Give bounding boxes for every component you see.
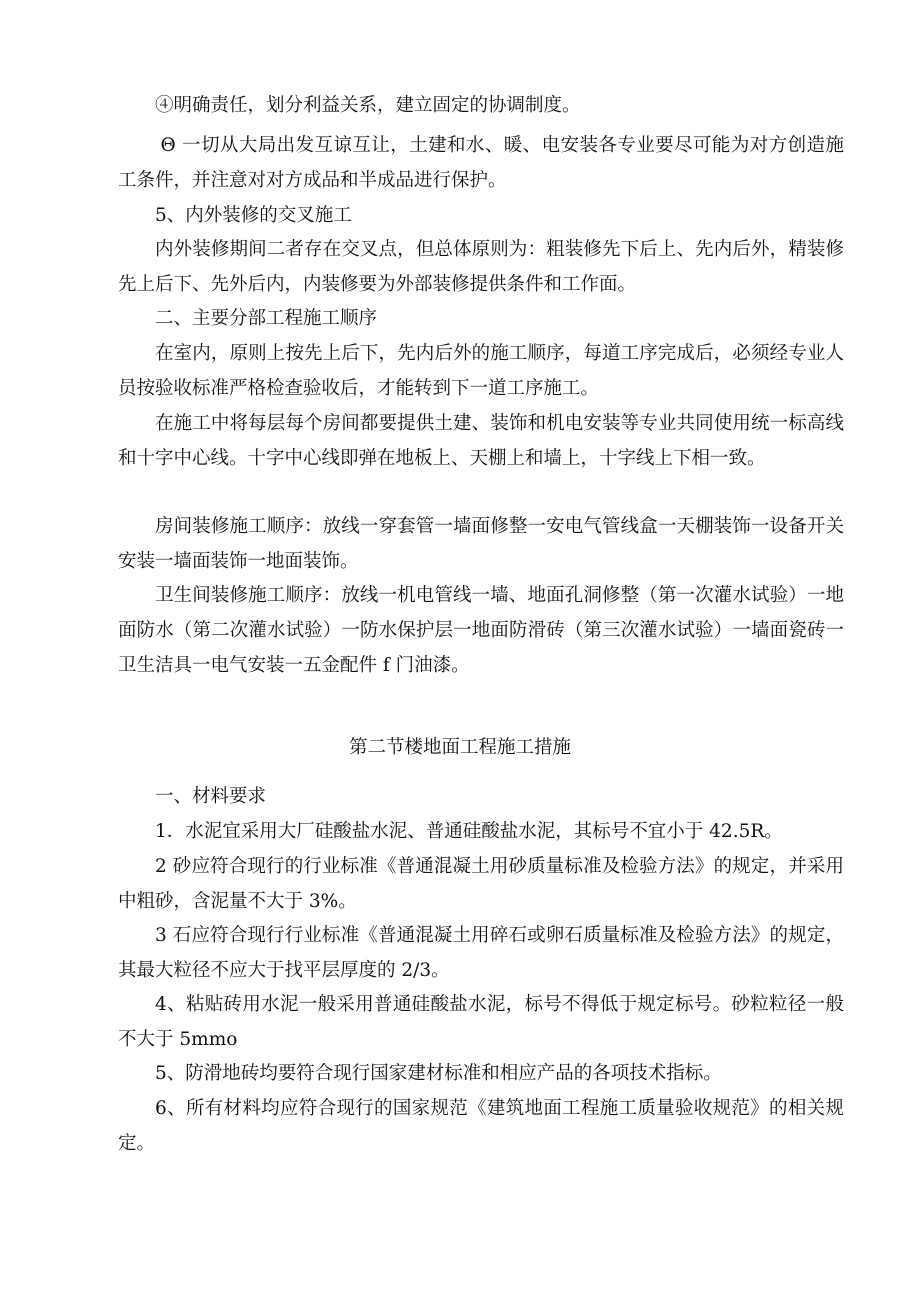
paragraph-indoor-sequence: 在室内，原则上按先上后下，先内后外的施工顺序，每道工序完成后，必须经专业人员按验收标准严格检查验收后，才能转到下一道工序施工。: [118, 343, 844, 399]
paragraph-anti-slip-tiles: 5、防滑地砖均要符合现行国家建材标准和相应产品的各项技术指标。: [155, 1063, 722, 1084]
paragraph-bathroom-sequence: 卫生间装修施工顺序：放线一机电管线一墙、地面孔洞修整（第一次灌水试验）一地面防水（第二次灌水试验）一防水保护层一地面防滑砖（第三次灌水试验）一墙面瓷砖一卫生洁具一电气安装一五金配件 f 门油漆。: [118, 585, 844, 676]
subheading-material-requirements: 一、材料要求: [155, 786, 267, 807]
paragraph-sand: 2 砂应符合现行的行业标准《普通混凝土用砂质量标准及检验方法》的规定，并采用中粗砂，含泥量不大于 3%。: [118, 856, 844, 912]
subheading-construction-sequence: 二、主要分部工程施工顺序: [155, 308, 378, 329]
paragraph-mutual-cooperation: Θ 一切从大局出发互谅互让，土建和水、暖、电安装各专业要尽可能为对方创造施工条件，并注意对对方成品和半成品进行保护。: [118, 135, 844, 191]
paragraph-decoration-principle: 内外装修期间二者存在交叉点，但总体原则为：粗装修先下后上、先内后外，精装修先上后下、先外后内，内装修要为外部装修提供条件和工作面。: [118, 239, 844, 295]
section-title: 第二节楼地面工程施工措施: [348, 737, 571, 758]
paragraph-cement: 1．水泥宜采用大厂硅酸盐水泥、普通硅酸盐水泥，其标号不宜小于 42.5R。: [155, 821, 783, 842]
paragraph-tile-cement: 4、粘贴砖用水泥一般采用普通硅酸盐水泥，标号不得低于规定标号。砂粒粒径一般不大于 5mmo: [118, 994, 844, 1050]
paragraph-elevation-lines: 在施工中将每层每个房间都要提供土建、装饰和机电安装等专业共同使用统一标高线和十字中心线。十字中心线即弹在地板上、天棚上和墙上，十字线上下相一致。: [118, 413, 844, 469]
paragraph-stone: 3 石应符合现行行业标准《普通混凝土用碎石或卵石质量标准及检验方法》的规定，其最大粒径不应大于找平层厚度的 2/3。: [118, 925, 844, 981]
paragraph-coordination-rule: ④明确责任，划分利益关系，建立固定的协调制度。: [155, 95, 581, 116]
subheading-cross-construction: 5、内外装修的交叉施工: [155, 205, 352, 226]
paragraph-room-sequence: 房间装修施工顺序：放线一穿套管一墙面修整一安电气管线盒一天棚装饰一设备开关安装一墙面装饰一地面装饰。: [118, 516, 844, 572]
paragraph-standards: 6、所有材料均应符合现行的国家规范《建筑地面工程施工质量验收规范》的相关规定。: [118, 1098, 844, 1154]
